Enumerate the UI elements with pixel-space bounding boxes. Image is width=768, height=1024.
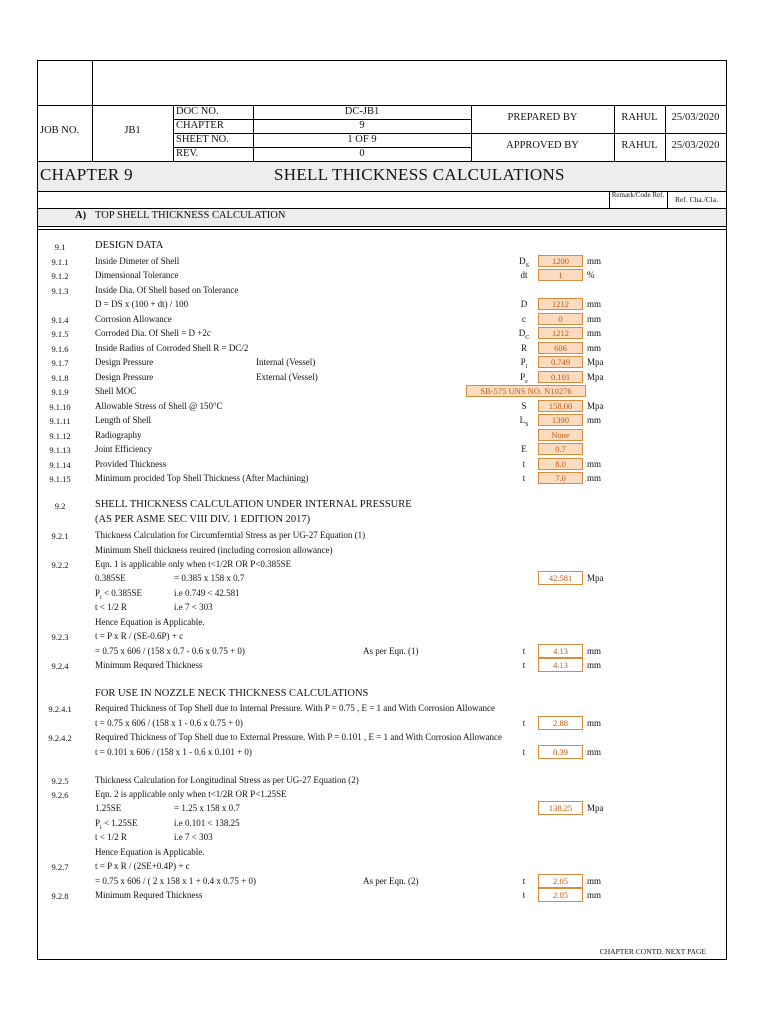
clause-number: 9.2.4 (51, 661, 69, 671)
value-cell: 1390 (538, 414, 583, 426)
calc-line: i.e 0.101 < 138.25 (174, 818, 240, 828)
clause-number: 9.2.3 (51, 632, 69, 642)
sheet-no-label: SHEET NO. (176, 134, 229, 145)
clause-number: 9.1.7 (51, 358, 69, 368)
clause-number: 9.2.5 (51, 776, 69, 786)
row-description: Design Pressure (95, 357, 154, 367)
approved-by-label: APPROVED BY (506, 140, 579, 151)
calc-line: Minimum Requred Thickness (95, 660, 203, 670)
value-cell: 8.0 (538, 458, 583, 470)
value-cell: 158.00 (538, 400, 583, 412)
unit: mm (587, 328, 602, 338)
value-cell: 138.25 (538, 801, 583, 815)
row-description: Provided Thickness (95, 458, 167, 469)
job-no-label: JOB NO. (40, 125, 80, 136)
sheet-no-value: 1 OF 9 (347, 134, 377, 145)
calc-line: Required Thickness of Top Shell due to External Pressure. With P = 0.101 , E = 1 and With Corrosion Allowance (95, 732, 502, 742)
value-cell: 2.88 (538, 716, 583, 730)
calc-line: Eqn. 1 is applicable only when t<1/2R OR P<0.385SE (95, 559, 292, 569)
calc-line: i.e 7 < 303 (174, 602, 213, 612)
unit: mm (587, 747, 602, 757)
calc-line: = 0.75 x 606 / (158 x 0.7 - 0.6 x 0.75 + 0) (95, 646, 245, 656)
symbol: t (522, 646, 526, 656)
row-description: Corrosion Allowance (95, 313, 172, 324)
clause-number: 9.1.13 (49, 445, 71, 455)
value-cell: 606 (538, 342, 583, 354)
unit: Mpa (587, 803, 604, 813)
row-description: Length of Shell (95, 415, 151, 425)
value-cell: 0.7 (538, 443, 583, 455)
continued-note: CHAPTER CONTD. NEXT PAGE (599, 947, 706, 956)
unit: mm (587, 890, 602, 900)
clause-number: 9.1.9 (51, 387, 69, 397)
calc-line: Hence Equation is Applicable. (95, 617, 205, 627)
row-description: Corroded Dia. Of Shell = D +2c (95, 328, 211, 338)
section-title: TOP SHELL THICKNESS CALCULATION (95, 210, 286, 221)
clause-number: 9.1.14 (49, 459, 71, 470)
job-no-value: JB1 (124, 125, 141, 136)
symbol: $P_i$ (520, 357, 528, 370)
value-cell: 0.101 (538, 371, 583, 383)
unit: mm (587, 299, 602, 309)
unit: % (587, 270, 595, 280)
calc-line: Eqn. 2 is applicable only when t<1/2R OR P<1.25SE (95, 789, 287, 799)
calc-line: t < 1/2 R (95, 832, 127, 842)
clause-number: 9.1.4 (51, 314, 69, 325)
unit: mm (587, 876, 602, 886)
symbol: S (521, 400, 527, 411)
clause-number: 9.2.8 (51, 891, 69, 901)
calc-line: t = 0.101 x 606 / (158 x 1 - 0.6 x 0.101 + 0) (95, 747, 252, 757)
row-description: Inside Radius of Corroded Shell R = DC/2 (95, 342, 249, 353)
clause-number: 9.2.4.2 (48, 733, 72, 743)
symbol: t (522, 473, 526, 483)
row-description: Joint Efficiency (95, 444, 153, 454)
calc-line: t = 0.75 x 606 / (158 x 1 - 0.6 x 0.75 + 0) (95, 718, 243, 728)
clause-number: 9.1.15 (49, 474, 71, 484)
symbol: $L_S$ (519, 415, 529, 428)
symbol: t (522, 747, 526, 757)
value-cell: 2.05 (538, 874, 583, 888)
clause-number: 9.2.4.1 (48, 704, 72, 714)
calc-line: = 0.385 x 158 x 0.7 (174, 573, 245, 583)
chapter-value: 9 (359, 120, 365, 131)
clause-number: 9.1.2 (51, 271, 69, 281)
value-cell: 2.05 (538, 888, 583, 902)
page-title: SHELL THICKNESS CALCULATIONS (274, 165, 565, 184)
rev-label: REV. (176, 148, 199, 159)
calc-line: Minimum Requred Thickness (95, 890, 203, 900)
section-heading: SHELL THICKNESS CALCULATION UNDER INTERNAL PRESSURE (95, 499, 412, 510)
unit: mm (587, 660, 602, 670)
value-cell: SB-575 UNS NO. N10276 (466, 385, 586, 397)
value-cell: 1212 (538, 327, 583, 339)
calc-line: = 1.25 x 158 x 0.7 (174, 803, 240, 813)
prepared-date: 25/03/2020 (671, 112, 720, 123)
value-cell: 0.749 (538, 356, 583, 368)
unit: mm (587, 255, 602, 266)
remark-column-header: Remark/Code Ref. (611, 191, 665, 199)
value-cell: 42.581 (538, 571, 583, 585)
value-cell: None (538, 429, 583, 441)
clause-number: 9.2.2 (51, 560, 69, 570)
calc-line: Required Thickness of Top Shell due to Internal Pressure. With P = 0.75 , E = 1 and With Corrosion Allowance (95, 703, 495, 713)
symbol: $P_e$ (520, 371, 528, 385)
unit: mm (587, 415, 602, 425)
clause-number: 9.1.6 (51, 343, 69, 354)
row-description: Inside Dia. Of Shell based on Tolerance (95, 284, 239, 295)
unit: Mpa (587, 371, 604, 382)
approved-by-name: RAHUL (621, 140, 658, 151)
clause-number: 9.1.1 (51, 256, 69, 267)
row-description-secondary: Internal (Vessel) (256, 357, 316, 367)
unit: mm (587, 473, 602, 483)
value-cell: 0 (538, 313, 583, 325)
symbol: t (522, 718, 526, 728)
row-description: D = DS x (100 + dt) / 100 (95, 299, 189, 309)
approved-date: 25/03/2020 (671, 140, 720, 151)
calc-line: t < 1/2 R (95, 602, 127, 612)
prepared-by-label: PREPARED BY (507, 112, 578, 123)
symbol: $D_C$ (518, 328, 530, 341)
symbol: D (520, 299, 528, 309)
unit: Mpa (587, 357, 604, 367)
calc-line: Minimum Shell thickness reuired (including corrosion allowance) (95, 545, 333, 555)
chapter-label: CHAPTER (176, 120, 224, 131)
clause-number: 9.1.8 (51, 372, 69, 383)
ref-column-header: Ref. Cha./Cla. (675, 195, 718, 204)
unit: Mpa (587, 400, 604, 411)
unit: mm (587, 646, 602, 656)
symbol: R (520, 342, 527, 353)
clause-number: 9.1 (54, 242, 66, 252)
calc-line: As per Eqn. (2) (363, 876, 419, 886)
calculation-sheet (37, 60, 727, 960)
unit: mm (587, 458, 602, 469)
row-description: Dimensional Tolerance (95, 270, 179, 280)
clause-number: 9.2 (54, 501, 66, 511)
unit: Mpa (587, 573, 604, 583)
calc-line: Hence Equation is Applicable. (95, 847, 205, 857)
value-cell: 4.13 (538, 658, 583, 672)
clause-number: 9.2.7 (51, 862, 69, 872)
row-description: Design Pressure (95, 371, 154, 382)
calc-line: i.e 0.749 < 42.581 (174, 588, 240, 598)
row-description: DESIGN DATA (95, 240, 164, 251)
row-description: Radiography (95, 429, 142, 440)
row-description: Inside Dimeter of Shell (95, 255, 180, 266)
doc-no-label: DOC NO. (176, 106, 219, 117)
value-cell: 1 (538, 269, 583, 281)
calc-line: i.e 7 < 303 (174, 832, 213, 842)
symbol: t (522, 890, 526, 900)
calc-line: 0.385SE (95, 573, 126, 583)
chapter-title: CHAPTER 9 (40, 165, 133, 184)
clause-number: 9.1.11 (49, 416, 71, 426)
clause-number: 9.2.1 (51, 531, 69, 541)
symbol: t (522, 660, 526, 670)
clause-number: 9.1.3 (51, 285, 69, 296)
section-label: A) (75, 210, 87, 221)
symbol: dt (520, 270, 528, 280)
row-description: Allowable Stress of Shell @ 150°C (95, 400, 223, 411)
value-cell: 0.39 (538, 745, 583, 759)
value-cell: 4.13 (538, 644, 583, 658)
symbol: $D_S$ (519, 255, 529, 269)
calc-line: $P_i < 1.25SE$ (95, 818, 138, 831)
calc-line: As per Eqn. (1) (363, 646, 419, 656)
calc-line: Thickness Calculation for Circumferntial Stress as per UG-27 Equation (1) (95, 530, 366, 540)
unit: mm (587, 342, 602, 353)
clause-number: 9.1.12 (49, 430, 71, 441)
value-cell: 1200 (538, 255, 583, 267)
symbol: t (522, 458, 526, 469)
prepared-by-name: RAHUL (621, 112, 658, 123)
code-reference: (AS PER ASME SEC VIII DIV. 1 EDITION 2017) (95, 514, 311, 525)
clause-number: 9.2.6 (51, 790, 69, 800)
value-cell: 7.0 (538, 472, 583, 484)
calc-line: t = P x R / (2SE+0.4P) + c (95, 861, 190, 871)
unit: mm (587, 313, 602, 324)
calc-line: Thickness Calculation for Longitudinal Stress as per UG-27 Equation (2) (95, 775, 359, 785)
row-description: Shell MOC (95, 386, 137, 396)
unit: mm (587, 718, 602, 728)
clause-number: 9.1.10 (49, 401, 71, 412)
symbol: t (522, 876, 526, 886)
symbol: E (521, 444, 527, 454)
doc-no-value: DC-JB1 (344, 106, 380, 117)
value-cell: 1212 (538, 298, 583, 310)
row-description: Minimum procided Top Shell Thickness (After Machining) (95, 473, 309, 483)
row-description-secondary: External (Vessel) (256, 371, 318, 382)
symbol: c (522, 313, 526, 324)
calc-line: 1.25SE (95, 803, 122, 813)
rev-value: 0 (359, 148, 365, 159)
clause-number: 9.1.5 (51, 329, 69, 339)
calc-line: = 0.75 x 606 / ( 2 x 158 x 1 + 0.4 x 0.75 + 0) (95, 876, 256, 886)
calc-line: $P_i < 0.385SE$ (95, 588, 143, 601)
section-heading: FOR USE IN NOZZLE NECK THICKNESS CALCULATIONS (95, 688, 369, 699)
calc-line: t = P x R / (SE-0.6P) + c (95, 631, 184, 641)
